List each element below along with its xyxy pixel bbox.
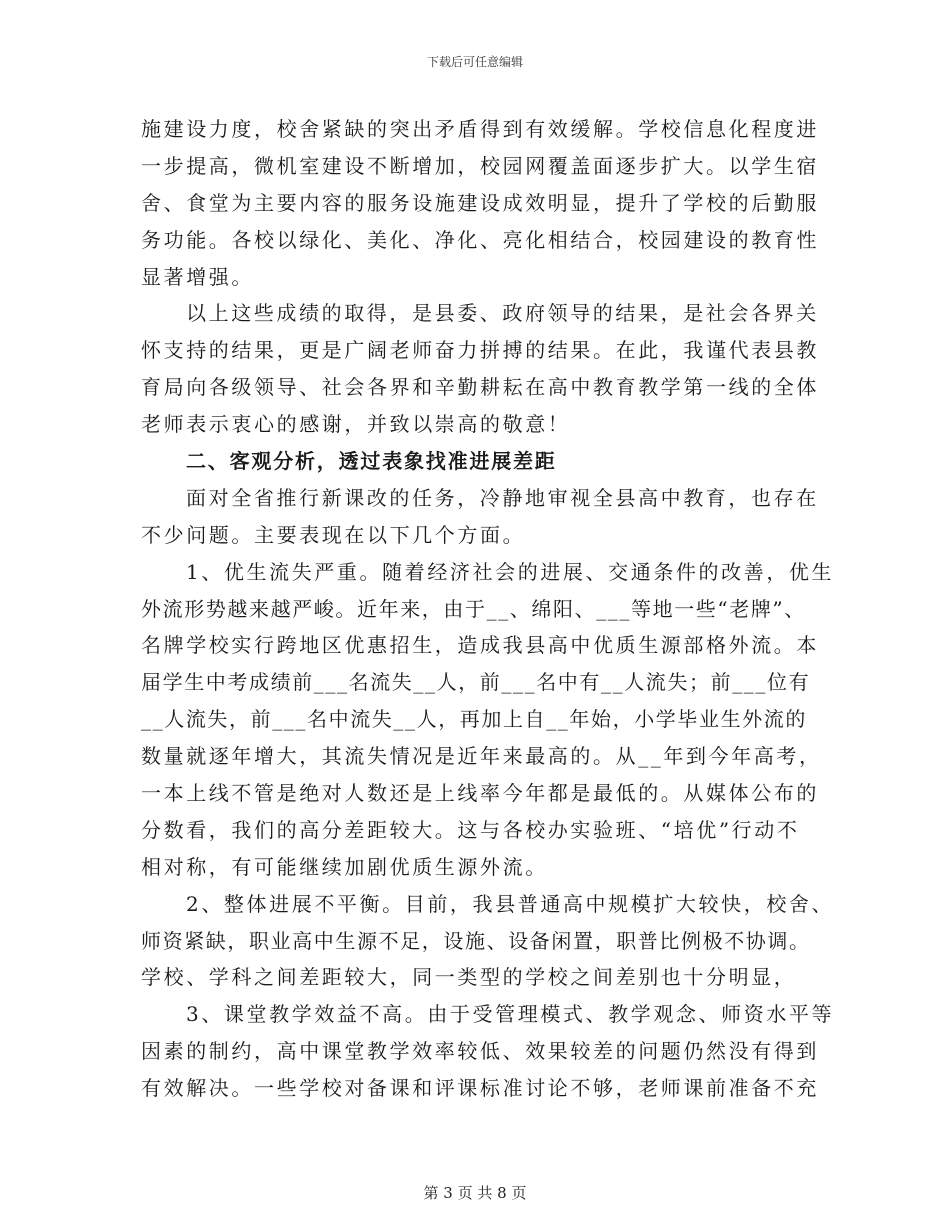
document-body bbox=[141, 111, 835, 1107]
text-line: 显著增强。 bbox=[141, 264, 254, 289]
paragraph-start: 2、整体进展不平衡。目前，我县普通高中规模扩大较快，校舍、 bbox=[186, 891, 835, 916]
text-line: 施建设力度，校舍紧缺的突出矛盾得到有效缓解。学校信息化程度进 bbox=[141, 117, 819, 141]
text-line: 分数看，我们的高分差距较大。这与各校办实验班、“培优”行动不 bbox=[141, 817, 800, 842]
paragraph-start: 3、课堂教学效益不高。由于受管理模式、教学观念、师资水平等 bbox=[186, 1002, 835, 1027]
text-line: 一本上线不管是绝对人数还是上线率今年都是最低的。从媒体公布的 bbox=[141, 781, 819, 806]
text-line: 因素的制约，高中课堂教学效率较低、效果较差的问题仍然没有得到 bbox=[141, 1039, 819, 1064]
text-line: 一步提高，微机室建设不断增加，校园网覆盖面逐步扩大。以学生宿 bbox=[141, 153, 819, 178]
section-heading: 二、客观分析，透过表象找准进展差距 bbox=[186, 449, 557, 474]
text-line: 怀支持的结果，更是广阔老师奋力拼搏的结果。在此，我谨代表县教 bbox=[141, 338, 819, 363]
text-line: 师资紧缺，职业高中生源不足，设施、设备闲置，职普比例极不协调。 bbox=[141, 928, 811, 953]
text-line: 学校、学科之间差距较大，同一类型的学校之间差别也十分明显， bbox=[141, 965, 797, 990]
text-line: 相对称，有可能继续加剧优质生源外流。 bbox=[141, 854, 548, 879]
page-number: 第 3 页 共 8 页 bbox=[423, 1184, 527, 1202]
text-line: __人流失，前___名中流失__人，再加上自__年始，小学毕业生外流的 bbox=[141, 707, 807, 732]
text-line: 数量就逐年增大，其流失情况是近年来最高的。从__年到今年高考， bbox=[141, 744, 822, 769]
paragraph-start: 以上这些成绩的取得，是县委、政府领导的结果，是社会各界关 bbox=[186, 301, 819, 326]
page-header: 下载后可任意编辑 bbox=[426, 55, 523, 69]
text-line: 不少问题。主要表现在以下几个方面。 bbox=[141, 522, 526, 547]
text-line: 届学生中考成绩前___名流失__人，前___名中有__人流失；前___位有 bbox=[141, 670, 811, 695]
text-line: 有效解决。一些学校对备课和评课标准讨论不够，老师课前准备不充 bbox=[141, 1076, 819, 1101]
text-line: 务功能。各校以绿化、美化、净化、亮化相结合，校园建设的教育性 bbox=[141, 227, 819, 252]
text-line: 老师表示衷心的感谢，并致以崇高的敬意！ bbox=[141, 412, 571, 437]
text-line: 名牌学校实行跨地区优惠招生，造成我县高中优质生源部格外流。本 bbox=[141, 633, 819, 658]
paragraph-start: 1、优生流失严重。随着经济社会的进展、交通条件的改善，优生 bbox=[186, 559, 835, 584]
text-line: 舍、食堂为主要内容的服务设施建设成效明显，提升了学校的后勤服 bbox=[141, 190, 819, 215]
paragraph-start: 面对全省推行新课改的任务，冷静地审视全县高中教育，也存在 bbox=[186, 485, 819, 510]
text-line: 外流形势越来越严峻。近年来，由于__、绵阳、___等地一些“老牌”、 bbox=[141, 596, 806, 621]
text-line: 育局向各级领导、社会各界和辛勤耕耘在高中教育教学第一线的全体 bbox=[141, 375, 819, 400]
